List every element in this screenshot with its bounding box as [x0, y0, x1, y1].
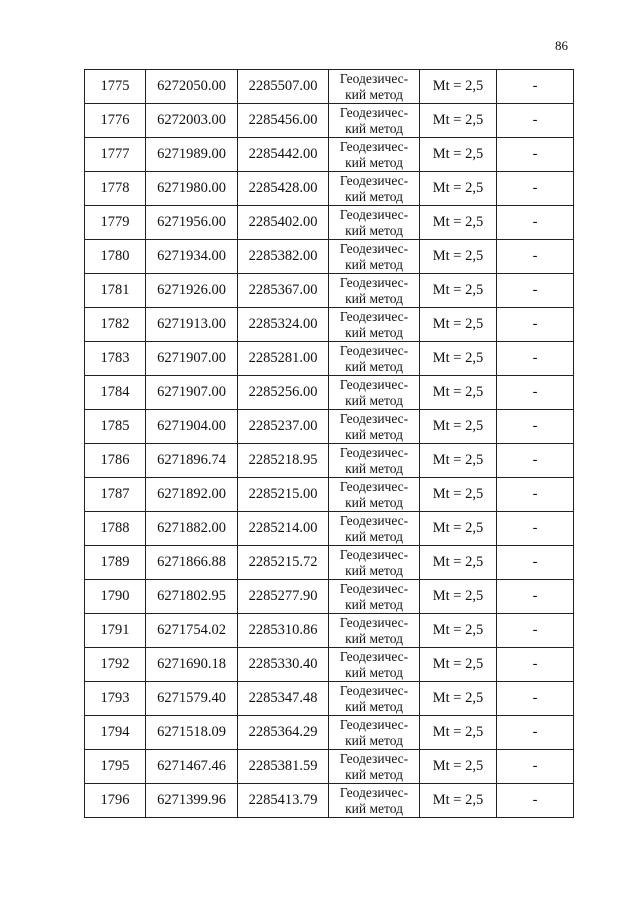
- x-coordinate-cell: 6271518.09: [146, 716, 238, 750]
- point-number-cell: 1793: [85, 682, 146, 716]
- x-coordinate-cell: 6271754.02: [146, 614, 238, 648]
- note-cell: -: [497, 206, 574, 240]
- method-line-2: кий метод: [345, 630, 403, 646]
- x-coordinate-cell: 6271980.00: [146, 172, 238, 206]
- method-line-1: Геодезичес-: [339, 240, 409, 256]
- method-cell: [329, 138, 420, 172]
- accuracy-cell: Mt = 2,5: [420, 580, 497, 614]
- method-line-2: кий метод: [345, 766, 403, 782]
- method-line-1: Геодезичес-: [339, 172, 409, 188]
- method-cell: [329, 784, 420, 818]
- point-number-cell: 1787: [85, 478, 146, 512]
- method-line-2: кий метод: [345, 664, 403, 680]
- table-row: [85, 376, 574, 410]
- accuracy-cell: Mt = 2,5: [420, 240, 497, 274]
- point-number-cell: 1775: [85, 70, 146, 104]
- x-coordinate-cell: 6271907.00: [146, 342, 238, 376]
- method-cell: [329, 444, 420, 478]
- accuracy-cell: Mt = 2,5: [420, 512, 497, 546]
- y-coordinate-cell: 2285382.00: [238, 240, 329, 274]
- method-cell: [329, 546, 420, 580]
- x-coordinate-cell: 6271802.95: [146, 580, 238, 614]
- method-cell: [329, 716, 420, 750]
- y-coordinate-cell: 2285402.00: [238, 206, 329, 240]
- accuracy-cell: Mt = 2,5: [420, 750, 497, 784]
- method-line-1: Геодезичес-: [339, 444, 409, 460]
- method-cell: [329, 478, 420, 512]
- table-row: [85, 138, 574, 172]
- point-number-cell: 1777: [85, 138, 146, 172]
- note-cell: -: [497, 274, 574, 308]
- point-number-cell: 1778: [85, 172, 146, 206]
- method-line-2: кий метод: [345, 392, 403, 408]
- table-row: [85, 308, 574, 342]
- table-row: [85, 206, 574, 240]
- point-number-cell: 1789: [85, 546, 146, 580]
- y-coordinate-cell: 2285428.00: [238, 172, 329, 206]
- method-line-1: Геодезичес-: [339, 410, 409, 426]
- point-number-cell: 1790: [85, 580, 146, 614]
- y-coordinate-cell: 2285413.79: [238, 784, 329, 818]
- point-number-cell: 1794: [85, 716, 146, 750]
- x-coordinate-cell: 6272003.00: [146, 104, 238, 138]
- note-cell: -: [497, 648, 574, 682]
- note-cell: -: [497, 70, 574, 104]
- y-coordinate-cell: 2285347.48: [238, 682, 329, 716]
- table-row: [85, 716, 574, 750]
- method-cell: [329, 750, 420, 784]
- method-line-1: Геодезичес-: [339, 342, 409, 358]
- y-coordinate-cell: 2285214.00: [238, 512, 329, 546]
- method-line-1: Геодезичес-: [339, 546, 409, 562]
- y-coordinate-cell: 2285215.72: [238, 546, 329, 580]
- method-line-2: кий метод: [345, 86, 403, 102]
- table-row: [85, 240, 574, 274]
- accuracy-cell: Mt = 2,5: [420, 614, 497, 648]
- method-cell: [329, 376, 420, 410]
- x-coordinate-cell: 6271934.00: [146, 240, 238, 274]
- x-coordinate-cell: 6271399.96: [146, 784, 238, 818]
- method-line-1: Геодезичес-: [339, 376, 409, 392]
- method-line-2: кий метод: [345, 188, 403, 204]
- method-cell: [329, 274, 420, 308]
- y-coordinate-cell: 2285324.00: [238, 308, 329, 342]
- point-number-cell: 1786: [85, 444, 146, 478]
- method-line-1: Геодезичес-: [339, 580, 409, 596]
- method-cell: [329, 206, 420, 240]
- accuracy-cell: Mt = 2,5: [420, 682, 497, 716]
- y-coordinate-cell: 2285256.00: [238, 376, 329, 410]
- note-cell: -: [497, 580, 574, 614]
- method-cell: [329, 308, 420, 342]
- x-coordinate-cell: 6271866.88: [146, 546, 238, 580]
- x-coordinate-cell: 6271467.46: [146, 750, 238, 784]
- note-cell: -: [497, 172, 574, 206]
- table-row: [85, 580, 574, 614]
- note-cell: -: [497, 682, 574, 716]
- point-number-cell: 1788: [85, 512, 146, 546]
- note-cell: -: [497, 342, 574, 376]
- method-cell: [329, 682, 420, 716]
- method-cell: [329, 614, 420, 648]
- method-cell: [329, 410, 420, 444]
- point-number-cell: 1779: [85, 206, 146, 240]
- point-number-cell: 1784: [85, 376, 146, 410]
- method-line-1: Геодезичес-: [339, 274, 409, 290]
- method-line-2: кий метод: [345, 426, 403, 442]
- table-row: [85, 444, 574, 478]
- y-coordinate-cell: 2285381.59: [238, 750, 329, 784]
- table-row: [85, 274, 574, 308]
- method-line-1: Геодезичес-: [339, 784, 409, 800]
- accuracy-cell: Mt = 2,5: [420, 648, 497, 682]
- note-cell: -: [497, 104, 574, 138]
- table-row: [85, 70, 574, 104]
- accuracy-cell: Mt = 2,5: [420, 274, 497, 308]
- method-line-2: кий метод: [345, 800, 403, 816]
- method-line-1: Геодезичес-: [339, 478, 409, 494]
- x-coordinate-cell: 6271989.00: [146, 138, 238, 172]
- table-row: [85, 172, 574, 206]
- method-line-2: кий метод: [345, 290, 403, 306]
- method-line-2: кий метод: [345, 528, 403, 544]
- method-cell: [329, 580, 420, 614]
- method-line-2: кий метод: [345, 562, 403, 578]
- method-line-2: кий метод: [345, 256, 403, 272]
- x-coordinate-cell: 6271690.18: [146, 648, 238, 682]
- accuracy-cell: Mt = 2,5: [420, 104, 497, 138]
- method-cell: [329, 70, 420, 104]
- coordinates-table: [84, 69, 574, 818]
- method-line-1: Геодезичес-: [339, 512, 409, 528]
- note-cell: -: [497, 784, 574, 818]
- y-coordinate-cell: 2285330.40: [238, 648, 329, 682]
- method-cell: [329, 342, 420, 376]
- note-cell: -: [497, 410, 574, 444]
- x-coordinate-cell: 6271913.00: [146, 308, 238, 342]
- accuracy-cell: Mt = 2,5: [420, 546, 497, 580]
- method-line-2: кий метод: [345, 358, 403, 374]
- method-line-1: Геодезичес-: [339, 716, 409, 732]
- method-line-2: кий метод: [345, 596, 403, 612]
- method-line-2: кий метод: [345, 120, 403, 136]
- method-cell: [329, 648, 420, 682]
- accuracy-cell: Mt = 2,5: [420, 342, 497, 376]
- y-coordinate-cell: 2285507.00: [238, 70, 329, 104]
- y-coordinate-cell: 2285237.00: [238, 410, 329, 444]
- x-coordinate-cell: 6271904.00: [146, 410, 238, 444]
- x-coordinate-cell: 6271892.00: [146, 478, 238, 512]
- table-row: [85, 410, 574, 444]
- method-cell: [329, 512, 420, 546]
- note-cell: -: [497, 240, 574, 274]
- note-cell: -: [497, 750, 574, 784]
- note-cell: -: [497, 512, 574, 546]
- x-coordinate-cell: 6272050.00: [146, 70, 238, 104]
- point-number-cell: 1776: [85, 104, 146, 138]
- x-coordinate-cell: 6271956.00: [146, 206, 238, 240]
- point-number-cell: 1795: [85, 750, 146, 784]
- table-row: [85, 478, 574, 512]
- method-line-1: Геодезичес-: [339, 206, 409, 222]
- method-line-1: Геодезичес-: [339, 648, 409, 664]
- table-row: [85, 750, 574, 784]
- method-line-1: Геодезичес-: [339, 682, 409, 698]
- accuracy-cell: Mt = 2,5: [420, 478, 497, 512]
- note-cell: -: [497, 478, 574, 512]
- table-row: [85, 614, 574, 648]
- accuracy-cell: Mt = 2,5: [420, 138, 497, 172]
- note-cell: -: [497, 308, 574, 342]
- point-number-cell: 1792: [85, 648, 146, 682]
- table-row: [85, 104, 574, 138]
- method-line-2: кий метод: [345, 154, 403, 170]
- x-coordinate-cell: 6271579.40: [146, 682, 238, 716]
- y-coordinate-cell: 2285277.90: [238, 580, 329, 614]
- y-coordinate-cell: 2285442.00: [238, 138, 329, 172]
- method-line-1: Геодезичес-: [339, 70, 409, 86]
- x-coordinate-cell: 6271882.00: [146, 512, 238, 546]
- method-line-1: Геодезичес-: [339, 750, 409, 766]
- x-coordinate-cell: 6271896.74: [146, 444, 238, 478]
- coordinates-table-body: [85, 70, 574, 818]
- point-number-cell: 1780: [85, 240, 146, 274]
- x-coordinate-cell: 6271907.00: [146, 376, 238, 410]
- accuracy-cell: Mt = 2,5: [420, 444, 497, 478]
- accuracy-cell: Mt = 2,5: [420, 716, 497, 750]
- point-number-cell: 1796: [85, 784, 146, 818]
- table-row: [85, 648, 574, 682]
- method-cell: [329, 172, 420, 206]
- method-line-2: кий метод: [345, 222, 403, 238]
- accuracy-cell: Mt = 2,5: [420, 206, 497, 240]
- accuracy-cell: Mt = 2,5: [420, 70, 497, 104]
- point-number-cell: 1783: [85, 342, 146, 376]
- x-coordinate-cell: 6271926.00: [146, 274, 238, 308]
- method-line-2: кий метод: [345, 698, 403, 714]
- y-coordinate-cell: 2285456.00: [238, 104, 329, 138]
- table-row: [85, 682, 574, 716]
- y-coordinate-cell: 2285281.00: [238, 342, 329, 376]
- method-line-1: Геодезичес-: [339, 614, 409, 630]
- method-line-2: кий метод: [345, 494, 403, 510]
- method-line-1: Геодезичес-: [339, 308, 409, 324]
- note-cell: -: [497, 716, 574, 750]
- y-coordinate-cell: 2285367.00: [238, 274, 329, 308]
- note-cell: -: [497, 444, 574, 478]
- accuracy-cell: Mt = 2,5: [420, 308, 497, 342]
- table-row: [85, 784, 574, 818]
- accuracy-cell: Mt = 2,5: [420, 784, 497, 818]
- note-cell: -: [497, 376, 574, 410]
- method-line-2: кий метод: [345, 732, 403, 748]
- note-cell: -: [497, 614, 574, 648]
- note-cell: -: [497, 546, 574, 580]
- point-number-cell: 1781: [85, 274, 146, 308]
- table-row: [85, 546, 574, 580]
- y-coordinate-cell: 2285218.95: [238, 444, 329, 478]
- table-row: [85, 342, 574, 376]
- accuracy-cell: Mt = 2,5: [420, 172, 497, 206]
- accuracy-cell: Mt = 2,5: [420, 410, 497, 444]
- y-coordinate-cell: 2285364.29: [238, 716, 329, 750]
- point-number-cell: 1791: [85, 614, 146, 648]
- note-cell: -: [497, 138, 574, 172]
- point-number-cell: 1782: [85, 308, 146, 342]
- table-row: [85, 512, 574, 546]
- point-number-cell: 1785: [85, 410, 146, 444]
- y-coordinate-cell: 2285310.86: [238, 614, 329, 648]
- method-line-2: кий метод: [345, 460, 403, 476]
- method-cell: [329, 104, 420, 138]
- accuracy-cell: Mt = 2,5: [420, 376, 497, 410]
- method-line-1: Геодезичес-: [339, 138, 409, 154]
- y-coordinate-cell: 2285215.00: [238, 478, 329, 512]
- method-line-2: кий метод: [345, 324, 403, 340]
- page-number: 86: [555, 38, 568, 53]
- method-line-1: Геодезичес-: [339, 104, 409, 120]
- method-cell: [329, 240, 420, 274]
